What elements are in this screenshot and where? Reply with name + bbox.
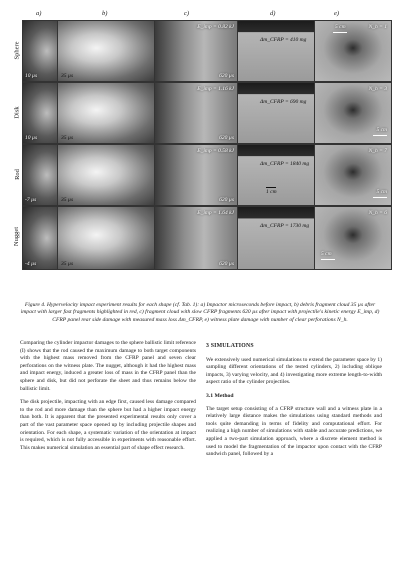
col-label-c: c) [184, 10, 190, 17]
panel-c-rod: E_imp = 0.58 kJ 620 µs [154, 144, 238, 206]
figure-caption: Figure 4. Hypervelocity impact experiment results for each shape (cf. Tab. 1): a) Impactor microseconds before impact, b) debris fragment cloud 35 µs after impact with larger fast fragments highlighted in red, c) fragment cloud with slow CFRP fragments 620 µs after impact with projectile's kinetic energy E_imp, d) CFRP panel rear side damage with measured mass loss Δm_CFRP, e) witness plate damage with number of clear perforations N_h. [20, 302, 380, 323]
panel-d-nugget: Δm_CFRP = 1730 mg [237, 206, 315, 270]
row-label-nugget: Nugget [13, 226, 21, 246]
col-label-b: b) [102, 10, 108, 17]
figure-4 [8, 8, 392, 308]
panel-d-disk: Δm_CFRP = 690 mg [237, 82, 315, 144]
col-label-e: e) [334, 10, 340, 17]
panel-a-disk: 10 µs [22, 82, 58, 144]
paragraph: The target setup consisting of a CFRP structure wall and a witness plate in a relatively large distance makes the simulations using standard methods and tools quite demanding in terms of fidelity and computational effort. For realizing a high number of simulations with stable and accurate predictions, we applied a two-part simulation approach, where a discrete element method is used to model the fragmentation of the impactor upon contact with the CFRP sandwich panel, followed by a [206, 405, 382, 458]
panel-c-disk: E_imp = 1.16 kJ 620 µs [154, 82, 238, 144]
panel-b-sphere: 35 µs [57, 20, 155, 82]
paragraph: The disk projectile, impacting with an edge first, caused less damage compared to the rod and more damage than the sphere but had a higher impact energy than both. It is apparent that the presented experimental results only cover a part of the vast parameter space opened up by including projectile shapes and orientation. For each shape, a systematic variation of the orientation at impact is required, which is not fully accessible in experiments with reasonable effort. This makes numerical simulation an essential part of shape effect research. [20, 399, 196, 451]
col-label-d: d) [270, 10, 276, 17]
panel-a-rod: -7 µs [22, 144, 58, 206]
right-column [206, 340, 382, 465]
panel-e-rod: N_h = 7 5 cm [314, 144, 392, 206]
panel-e-nugget: N_h = 6 5 cm [314, 206, 392, 270]
panel-e-sphere: 5 cm N_h = 1 [314, 20, 392, 82]
left-column [20, 340, 196, 458]
panel-a-sphere: 10 µs [22, 20, 58, 82]
col-label-a: a) [36, 10, 42, 17]
panel-d-sphere: Δm_CFRP = 410 mg [237, 20, 315, 82]
row-label-disk: Disk [13, 105, 21, 119]
paragraph: Comparing the cylinder impactor damages to the sphere ballistic limit reference (I) shows that the rod caused the maximum damage to both target components with the highest mass removed from the CFRP panel and seven clear perforations on the witness plate. The nugget, although it had the highest mass and impact energy, induced a greater loss of mass in the CFRP panel than the sphere and disk, but did not perforate the sheet and thus remains below the ballistic limit. [20, 340, 196, 392]
row-label-rod: Rod [13, 168, 21, 180]
panel-a-nugget: -4 µs [22, 206, 58, 270]
panel-b-rod: 35 µs [57, 144, 155, 206]
section-heading: 3 SIMULATIONS [206, 343, 254, 349]
panel-b-disk: 35 µs [57, 82, 155, 144]
row-label-sphere: Sphere [13, 40, 21, 60]
panel-e-disk: N_h = 3 5 cm [314, 82, 392, 144]
paragraph: We extensively used numerical simulations to extend the parameter space by 1) sampling different orientations of the tested cylinders, 2) including oblique impacts, 3) varying velocity, and 4) investigating more extreme length-to-width aspect ratio of the cylinder projectiles. [206, 356, 382, 386]
panel-b-nugget: 35 µs [57, 206, 155, 270]
subsection-heading: 3.1 Method [206, 392, 234, 399]
panel-c-sphere: E_imp = 0.82 kJ 620 µs [154, 20, 238, 82]
panel-c-nugget: E_imp = 1.64 kJ 620 µs [154, 206, 238, 270]
panel-d-rod: Δm_CFRP = 1840 mg 1 cm [237, 144, 315, 206]
